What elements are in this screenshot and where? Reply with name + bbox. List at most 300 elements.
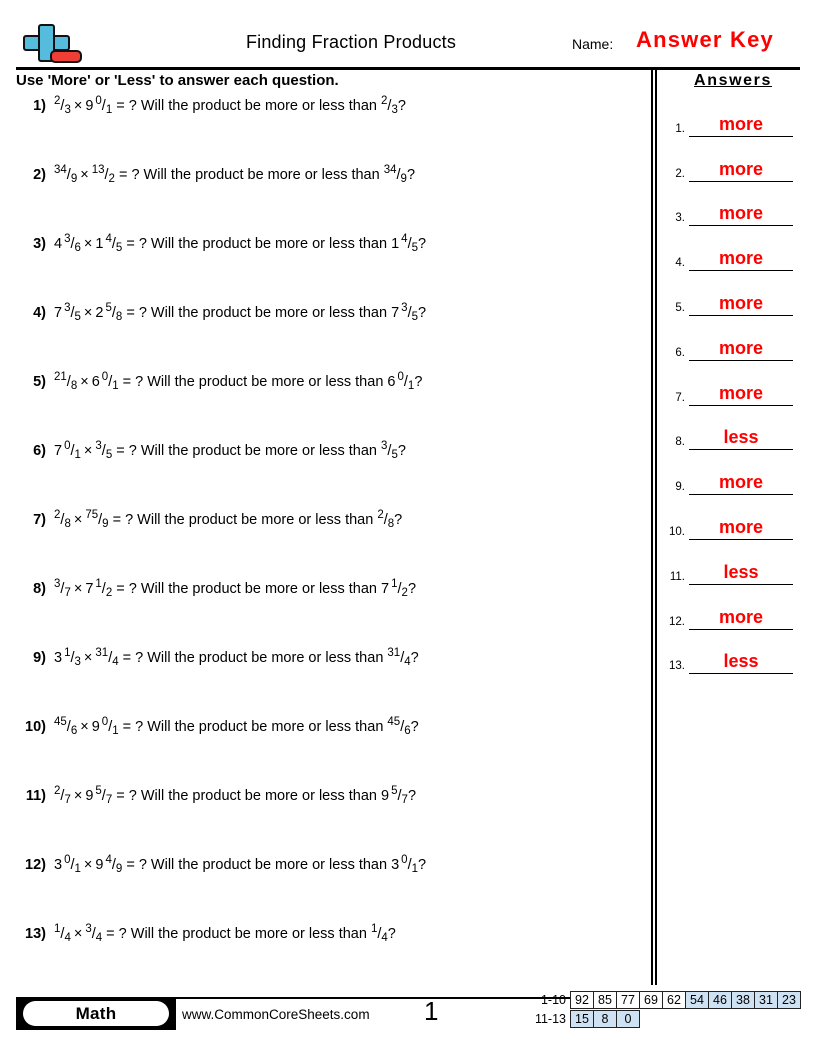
fraction-numerator: 2 xyxy=(54,785,61,797)
fraction xyxy=(381,579,408,600)
fraction-slash: / xyxy=(98,512,103,528)
multiply-symbol: × xyxy=(80,374,89,390)
fraction xyxy=(387,717,410,738)
multiply-symbol: × xyxy=(80,719,89,735)
fraction-slash: / xyxy=(400,719,405,735)
fraction-slash: / xyxy=(60,788,65,804)
fraction-whole: 1 xyxy=(95,236,104,252)
answer-number: 12. xyxy=(669,615,685,628)
answer-row xyxy=(663,271,803,316)
question-item xyxy=(16,372,636,441)
multiply-symbol: × xyxy=(83,236,93,252)
score-cell: 46 xyxy=(708,991,732,1009)
question-item xyxy=(16,510,636,579)
fraction-numerator: 3 xyxy=(401,302,408,314)
fraction-slash: / xyxy=(397,581,402,597)
fraction-whole: 9 xyxy=(381,788,390,804)
fraction-denominator: 5 xyxy=(411,311,419,323)
question-prompt: = ? Will the product be more or less than xyxy=(118,719,388,735)
fraction-whole: 9 xyxy=(85,98,94,114)
answer-blank-line[interactable] xyxy=(689,380,793,406)
answer-row xyxy=(663,585,803,630)
fraction-slash: / xyxy=(407,857,412,873)
fraction xyxy=(54,234,81,255)
question-text xyxy=(54,855,426,876)
question-end-punctuation: ? xyxy=(394,512,403,528)
fraction-denominator: 4 xyxy=(112,656,119,668)
fraction-numerator: 45 xyxy=(54,716,67,728)
answer-number: 2. xyxy=(675,167,685,180)
fraction-denominator: 1 xyxy=(74,449,81,461)
answer-number: 8. xyxy=(675,436,685,449)
question-number: 6) xyxy=(33,443,46,459)
fraction-numerator: 75 xyxy=(85,509,99,521)
answer-blank-line[interactable] xyxy=(689,514,793,540)
answer-blank-line[interactable] xyxy=(689,335,793,361)
fraction-slash: / xyxy=(66,167,71,183)
question-text xyxy=(54,234,426,255)
fraction-denominator: 7 xyxy=(64,794,71,806)
fraction-slash: / xyxy=(108,719,113,735)
fraction-slash: / xyxy=(108,374,113,390)
fraction-denominator: 7 xyxy=(105,794,113,806)
answer-number: 1. xyxy=(675,122,685,135)
question-number: 8) xyxy=(33,581,46,597)
fraction-slash: / xyxy=(104,167,109,183)
fraction-denominator: 9 xyxy=(102,518,109,530)
question-end-punctuation: ? xyxy=(387,926,396,942)
fraction-slash: / xyxy=(101,581,106,597)
fraction-numerator: 13 xyxy=(91,164,105,176)
fraction xyxy=(54,786,71,807)
question-prompt: = ? Will the product be more or less than xyxy=(112,788,382,804)
answer-row xyxy=(663,226,803,271)
question-item xyxy=(16,924,636,993)
fraction-numerator: 0 xyxy=(64,440,71,452)
fraction-denominator: 8 xyxy=(64,518,71,530)
fraction-whole: 4 xyxy=(54,236,63,252)
fraction xyxy=(391,234,418,255)
answer-value: more xyxy=(718,516,763,537)
fraction-numerator: 4 xyxy=(105,854,112,866)
answer-blank-line[interactable] xyxy=(689,559,793,585)
fraction-denominator: 1 xyxy=(407,380,415,392)
question-item xyxy=(16,786,636,855)
answer-value: less xyxy=(723,651,759,672)
fraction-numerator: 2 xyxy=(381,95,388,107)
fraction-slash: / xyxy=(400,650,405,666)
fraction xyxy=(381,441,398,462)
fraction-denominator: 2 xyxy=(401,587,408,599)
fraction-denominator: 3 xyxy=(64,104,71,116)
question-item xyxy=(16,303,636,372)
fraction-numerator: 3 xyxy=(95,440,102,452)
plus-minus-logo-icon xyxy=(16,24,82,64)
answer-blank-line[interactable] xyxy=(689,111,793,137)
fraction-numerator: 0 xyxy=(95,95,102,107)
fraction-slash: / xyxy=(60,926,65,942)
answer-row xyxy=(663,406,803,451)
fraction-slash: / xyxy=(111,236,116,252)
fraction-slash: / xyxy=(387,98,392,114)
fraction-slash: / xyxy=(66,719,71,735)
fraction-numerator: 0 xyxy=(101,716,109,728)
answer-blank-line[interactable] xyxy=(689,245,793,271)
score-cell: 85 xyxy=(593,991,617,1009)
question-prompt: = ? Will the product be more or less than xyxy=(118,650,388,666)
question-number: 10) xyxy=(25,719,46,735)
fraction-numerator: 5 xyxy=(391,785,398,797)
multiply-symbol: × xyxy=(83,650,93,666)
fraction-numerator: 34 xyxy=(383,164,397,176)
fraction-denominator: 5 xyxy=(411,242,419,254)
fraction-numerator: 45 xyxy=(387,716,401,728)
fraction-denominator: 6 xyxy=(404,725,411,737)
fraction-numerator: 2 xyxy=(54,95,61,107)
fraction-numerator: 2 xyxy=(54,509,61,521)
score-row-label: 1-10 xyxy=(540,993,566,1007)
subject-badge xyxy=(16,997,176,1030)
fraction-whole: 9 xyxy=(85,788,94,804)
answer-row xyxy=(663,182,803,227)
answer-value: more xyxy=(718,337,763,358)
fraction-numerator: 3 xyxy=(64,233,71,245)
fraction-whole: 3 xyxy=(54,650,63,666)
fraction-slash: / xyxy=(60,581,65,597)
fraction-denominator: 7 xyxy=(401,794,408,806)
multiply-symbol: × xyxy=(83,305,93,321)
instructions-text: Use 'More' or 'Less' to answer each question. xyxy=(16,72,339,89)
fraction-numerator: 0 xyxy=(101,371,109,383)
fraction-whole: 7 xyxy=(381,581,390,597)
question-end-punctuation: ? xyxy=(397,443,406,459)
answer-value: less xyxy=(723,427,759,448)
fraction-denominator: 1 xyxy=(112,380,119,392)
fraction xyxy=(85,96,112,117)
question-end-punctuation: ? xyxy=(410,719,419,735)
fraction-slash: / xyxy=(70,305,75,321)
fraction xyxy=(391,855,418,876)
fraction-numerator: 31 xyxy=(95,647,109,659)
answer-number: 4. xyxy=(675,257,685,270)
multiply-symbol: × xyxy=(73,581,83,597)
question-item xyxy=(16,855,636,924)
question-number: 12) xyxy=(25,857,46,873)
fraction-whole: 9 xyxy=(95,857,104,873)
question-number: 7) xyxy=(33,512,46,528)
fraction xyxy=(54,510,71,531)
fraction-slash: / xyxy=(70,236,75,252)
question-number: 3) xyxy=(33,236,46,252)
answer-row xyxy=(663,137,803,182)
fraction xyxy=(95,441,112,462)
fraction xyxy=(85,786,112,807)
fraction-denominator: 3 xyxy=(391,104,398,116)
fraction-denominator: 6 xyxy=(70,725,78,737)
fraction xyxy=(54,924,71,945)
answer-blank-line[interactable] xyxy=(689,290,793,316)
answer-number: 10. xyxy=(669,525,685,538)
score-cell: 69 xyxy=(639,991,663,1009)
answer-number: 5. xyxy=(675,301,685,314)
answer-blank-line[interactable] xyxy=(689,156,793,182)
fraction xyxy=(85,510,108,531)
answer-number: 6. xyxy=(675,346,685,359)
fraction-denominator: 7 xyxy=(64,587,71,599)
fraction-numerator: 0 xyxy=(401,854,408,866)
fraction xyxy=(377,510,394,531)
fraction-whole: 3 xyxy=(54,857,63,873)
question-prompt: = ? Will the product be more or less than xyxy=(108,512,378,528)
fraction-denominator: 6 xyxy=(74,242,81,254)
question-prompt: = ? Will the product be more or less than xyxy=(122,236,392,252)
fraction-slash: / xyxy=(70,857,75,873)
fraction-denominator: 2 xyxy=(108,173,115,185)
fraction xyxy=(54,855,81,876)
question-text xyxy=(54,372,422,393)
fraction-numerator: 1 xyxy=(370,923,378,935)
fraction-denominator: 8 xyxy=(70,380,78,392)
answer-value: more xyxy=(718,203,763,224)
fraction xyxy=(391,303,418,324)
fraction xyxy=(85,579,112,600)
fraction-slash: / xyxy=(108,650,113,666)
question-item xyxy=(16,96,636,165)
fraction-slash: / xyxy=(101,98,106,114)
answer-value: more xyxy=(718,158,763,179)
fraction xyxy=(85,924,102,945)
fraction-denominator: 5 xyxy=(74,311,81,323)
question-end-punctuation: ? xyxy=(407,581,417,597)
answer-row xyxy=(663,92,803,137)
fraction-denominator: 9 xyxy=(400,173,407,185)
fraction-slash: / xyxy=(91,926,96,942)
question-number: 13) xyxy=(25,926,46,942)
score-cell: 77 xyxy=(616,991,640,1009)
fraction-denominator: 4 xyxy=(404,656,411,668)
question-text xyxy=(54,717,419,738)
fraction xyxy=(387,648,410,669)
answer-blank-line[interactable] xyxy=(689,469,793,495)
fraction-numerator: 4 xyxy=(105,233,112,245)
fraction-slash: / xyxy=(383,512,388,528)
fraction-numerator: 3 xyxy=(381,440,388,452)
fraction xyxy=(381,786,408,807)
answer-number: 13. xyxy=(669,660,685,673)
fraction-numerator: 5 xyxy=(105,302,112,314)
fraction xyxy=(95,234,122,255)
fraction-denominator: 3 xyxy=(74,656,81,668)
fraction-denominator: 5 xyxy=(115,242,123,254)
fraction-slash: / xyxy=(60,512,65,528)
fraction-whole: 6 xyxy=(387,374,396,390)
score-cell: 92 xyxy=(570,991,594,1009)
question-prompt: = ? Will the product be more or less than xyxy=(114,167,384,183)
worksheet-header xyxy=(16,24,800,66)
page-title: Finding Fraction Products xyxy=(245,32,457,52)
fraction-numerator: 1 xyxy=(95,578,102,590)
fraction-slash: / xyxy=(101,788,106,804)
answer-number: 3. xyxy=(675,212,685,225)
question-text xyxy=(54,441,406,462)
fraction-whole: 7 xyxy=(85,581,94,597)
fraction-whole: 9 xyxy=(91,719,100,735)
answer-value: less xyxy=(723,561,759,582)
fraction xyxy=(54,303,81,324)
fraction xyxy=(54,96,71,117)
question-item xyxy=(16,579,636,648)
question-text xyxy=(54,165,415,186)
multiply-symbol: × xyxy=(73,788,83,804)
multiply-symbol: × xyxy=(80,167,89,183)
fraction-slash: / xyxy=(387,443,392,459)
fraction-denominator: 1 xyxy=(112,725,119,737)
fraction xyxy=(54,717,77,738)
question-text xyxy=(54,648,419,669)
question-prompt: = ? Will the product be more or less than xyxy=(112,581,382,597)
question-number: 9) xyxy=(33,650,46,666)
question-item xyxy=(16,717,636,786)
answer-blank-line[interactable] xyxy=(689,424,793,450)
page-number: 1 xyxy=(424,996,439,1026)
answers-panel xyxy=(663,70,803,674)
question-text xyxy=(54,96,406,117)
fraction-whole: 3 xyxy=(391,857,400,873)
fraction-numerator: 3 xyxy=(54,578,61,590)
answer-number: 7. xyxy=(675,391,685,404)
question-number: 11) xyxy=(25,788,46,804)
fraction-numerator: 2 xyxy=(377,509,384,521)
question-number: 4) xyxy=(33,305,46,321)
fraction xyxy=(92,372,119,393)
fraction-denominator: 1 xyxy=(411,863,419,875)
fraction xyxy=(384,165,407,186)
score-table xyxy=(527,991,801,1028)
question-number: 1) xyxy=(33,98,46,114)
fraction xyxy=(54,441,81,462)
question-prompt: = ? Will the product be more or less than xyxy=(118,374,388,390)
question-end-punctuation: ? xyxy=(397,98,406,114)
question-prompt: = ? Will the product be more or less than xyxy=(122,305,392,321)
fraction-denominator: 9 xyxy=(115,863,123,875)
fraction-slash: / xyxy=(407,305,412,321)
question-end-punctuation: ? xyxy=(418,236,427,252)
question-end-punctuation: ? xyxy=(410,650,419,666)
multiply-symbol: × xyxy=(83,443,93,459)
fraction xyxy=(95,648,118,669)
question-text xyxy=(54,303,426,324)
fraction-numerator: 1 xyxy=(54,923,61,935)
answer-blank-line[interactable] xyxy=(689,604,793,630)
score-cell: 54 xyxy=(685,991,709,1009)
fraction-whole: 7 xyxy=(54,305,63,321)
subject-badge-label: Math xyxy=(23,1001,169,1026)
fraction-slash: / xyxy=(70,443,75,459)
logo-minus-bar xyxy=(50,50,82,63)
fraction-denominator: 4 xyxy=(64,932,71,944)
score-row xyxy=(527,991,801,1009)
answer-row xyxy=(663,495,803,540)
fraction xyxy=(381,96,398,117)
fraction-numerator: 1 xyxy=(64,647,71,659)
fraction-numerator: 21 xyxy=(54,371,67,383)
question-end-punctuation: ? xyxy=(418,305,427,321)
fraction-slash: / xyxy=(111,857,116,873)
fraction-denominator: 2 xyxy=(105,587,113,599)
fraction-numerator: 34 xyxy=(54,164,67,176)
answer-row xyxy=(663,316,803,361)
fraction xyxy=(54,648,81,669)
score-row-label: 11-13 xyxy=(534,1012,566,1026)
name-label: Name: xyxy=(572,36,614,52)
questions-list xyxy=(16,96,636,993)
fraction-slash: / xyxy=(111,305,116,321)
answer-row xyxy=(663,361,803,406)
fraction xyxy=(54,579,71,600)
score-row xyxy=(527,1010,801,1028)
answers-heading: Answers xyxy=(694,72,772,89)
question-text xyxy=(54,786,416,807)
question-prompt: = ? Will the product be more or less than xyxy=(102,926,371,942)
fraction-numerator: 0 xyxy=(64,854,71,866)
answer-value: more xyxy=(718,248,763,269)
answer-value: more xyxy=(718,382,763,403)
score-cell: 0 xyxy=(616,1010,640,1028)
answers-column-divider xyxy=(651,70,657,985)
score-cell: 23 xyxy=(777,991,801,1009)
question-prompt: = ? Will the product be more or less than xyxy=(112,98,382,114)
question-prompt: = ? Will the product be more or less than xyxy=(122,857,392,873)
fraction-denominator: 8 xyxy=(387,518,395,530)
answer-value: more xyxy=(718,606,763,627)
fraction-slash: / xyxy=(397,788,402,804)
fraction xyxy=(54,165,77,186)
question-item xyxy=(16,441,636,510)
question-prompt: = ? Will the product be more or less than xyxy=(112,443,382,459)
fraction-denominator: 8 xyxy=(115,311,123,323)
fraction-slash: / xyxy=(60,98,65,114)
fraction-slash: / xyxy=(396,167,401,183)
answer-value: more xyxy=(718,113,763,134)
question-item xyxy=(16,234,636,303)
answer-value: more xyxy=(718,472,763,493)
fraction-denominator: 1 xyxy=(105,104,113,116)
fraction xyxy=(95,303,122,324)
answer-key-badge: Answer Key xyxy=(636,27,774,52)
fraction-whole: 2 xyxy=(95,305,104,321)
question-end-punctuation: ? xyxy=(407,788,417,804)
fraction-slash: / xyxy=(101,443,106,459)
fraction-slash: / xyxy=(407,236,412,252)
question-item xyxy=(16,648,636,717)
fraction xyxy=(92,717,119,738)
answer-number: 9. xyxy=(675,481,685,494)
question-item xyxy=(16,165,636,234)
question-number: 5) xyxy=(33,374,46,390)
answer-blank-line[interactable] xyxy=(689,200,793,226)
fraction xyxy=(95,855,122,876)
fraction-denominator: 4 xyxy=(95,932,103,944)
question-end-punctuation: ? xyxy=(414,374,423,390)
question-number: 2) xyxy=(33,167,46,183)
fraction-numerator: 31 xyxy=(387,647,401,659)
multiply-symbol: × xyxy=(83,857,93,873)
score-cell: 62 xyxy=(662,991,686,1009)
fraction-numerator: 1 xyxy=(391,578,398,590)
fraction-slash: / xyxy=(70,650,75,666)
answer-blank-line[interactable] xyxy=(689,648,793,674)
fraction-numerator: 5 xyxy=(95,785,102,797)
